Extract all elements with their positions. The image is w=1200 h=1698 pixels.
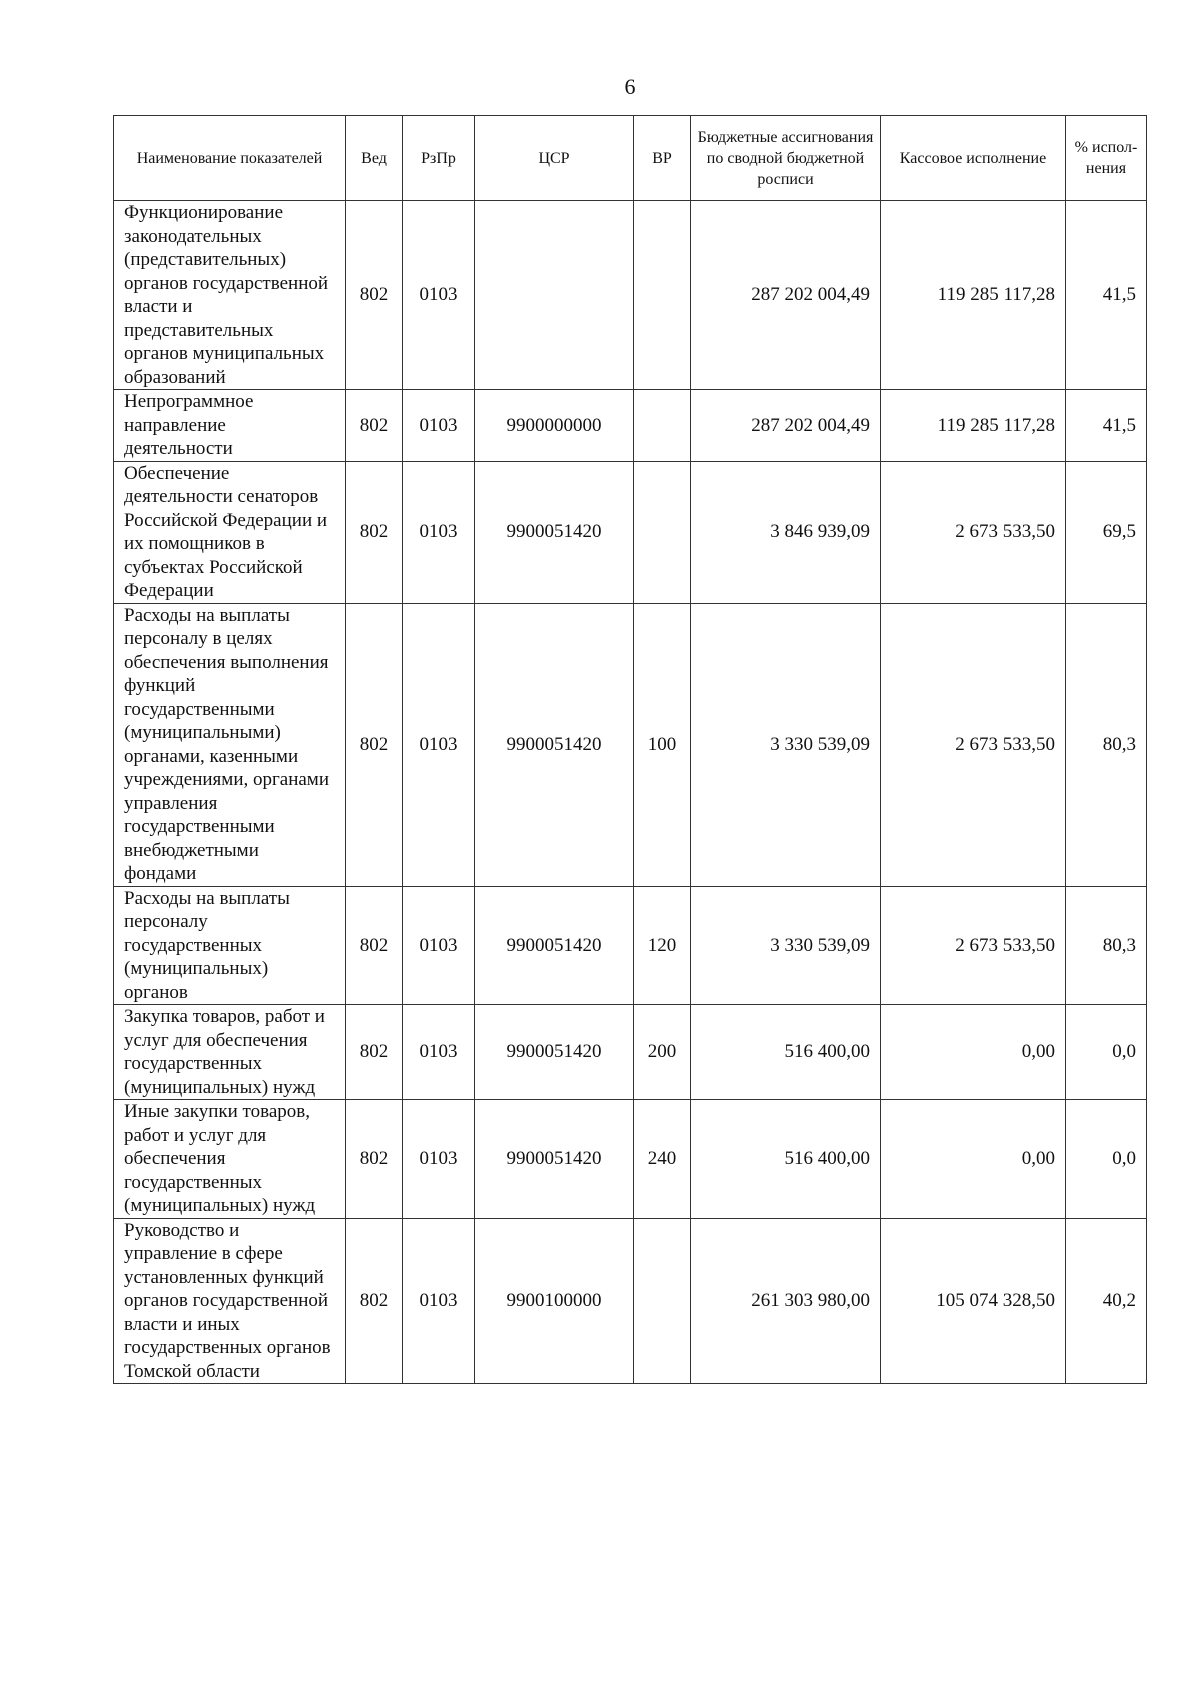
row-rzpr: 0103 — [403, 603, 475, 886]
row-executed: 105 074 328,50 — [881, 1218, 1066, 1384]
row-csr: 9900100000 — [475, 1218, 634, 1384]
row-percent: 80,3 — [1066, 886, 1147, 1005]
row-ved: 802 — [346, 1100, 403, 1219]
row-percent: 41,5 — [1066, 390, 1147, 462]
row-rzpr: 0103 — [403, 1005, 475, 1100]
row-assigned: 516 400,00 — [691, 1100, 881, 1219]
row-percent: 0,0 — [1066, 1100, 1147, 1219]
row-ved: 802 — [346, 603, 403, 886]
row-rzpr: 0103 — [403, 390, 475, 462]
row-assigned: 3 330 539,09 — [691, 603, 881, 886]
row-rzpr: 0103 — [403, 886, 475, 1005]
header-executed: Кассовое исполнение — [881, 116, 1066, 201]
row-executed: 2 673 533,50 — [881, 603, 1066, 886]
row-name: Непрограммное направление деятельности — [114, 390, 346, 462]
row-vr: 120 — [634, 886, 691, 1005]
header-percent: % испол-нения — [1066, 116, 1147, 201]
row-ved: 802 — [346, 461, 403, 603]
row-executed: 119 285 117,28 — [881, 390, 1066, 462]
row-vr — [634, 461, 691, 603]
row-vr: 240 — [634, 1100, 691, 1219]
row-ved: 802 — [346, 1005, 403, 1100]
row-rzpr: 0103 — [403, 461, 475, 603]
row-assigned: 3 846 939,09 — [691, 461, 881, 603]
row-name: Иные закупки товаров, работ и услуг для обеспечения государственных (муниципальных) нужд — [114, 1100, 346, 1219]
row-executed: 0,00 — [881, 1100, 1066, 1219]
row-csr — [475, 201, 634, 390]
row-ved: 802 — [346, 201, 403, 390]
row-name: Расходы на выплаты персоналу в целях обеспечения выполнения функций государственными (муниципальными) органами, казенными учреждениями, органами управления государственными внебюджетными фондами — [114, 603, 346, 886]
header-rzpr: РзПр — [403, 116, 475, 201]
row-name: Руководство и управление в сфере установленных функций органов государственной власти и иных государственных органов Томской области — [114, 1218, 346, 1384]
row-assigned: 287 202 004,49 — [691, 390, 881, 462]
table-row — [114, 1100, 1147, 1219]
row-vr: 200 — [634, 1005, 691, 1100]
header-assigned: Бюджетные ассигнования по сводной бюджетной росписи — [691, 116, 881, 201]
row-csr: 9900051420 — [475, 886, 634, 1005]
table-header-row — [114, 116, 1147, 201]
row-ved: 802 — [346, 390, 403, 462]
row-vr — [634, 1218, 691, 1384]
header-vr: ВР — [634, 116, 691, 201]
row-csr: 9900000000 — [475, 390, 634, 462]
row-csr: 9900051420 — [475, 461, 634, 603]
row-csr: 9900051420 — [475, 603, 634, 886]
row-rzpr: 0103 — [403, 1100, 475, 1219]
row-percent: 69,5 — [1066, 461, 1147, 603]
row-executed: 2 673 533,50 — [881, 886, 1066, 1005]
table-row — [114, 1005, 1147, 1100]
row-name: Обеспечение деятельности сенаторов Российской Федерации и их помощников в субъектах Российской Федерации — [114, 461, 346, 603]
row-name: Расходы на выплаты персоналу государственных (муниципальных) органов — [114, 886, 346, 1005]
budget-execution-table — [113, 115, 1147, 1384]
table-row — [114, 461, 1147, 603]
page-number: 6 — [624, 74, 636, 99]
row-ved: 802 — [346, 886, 403, 1005]
row-vr — [634, 390, 691, 462]
row-vr — [634, 201, 691, 390]
row-csr: 9900051420 — [475, 1005, 634, 1100]
header-ved: Вед — [346, 116, 403, 201]
table-row — [114, 603, 1147, 886]
row-ved: 802 — [346, 1218, 403, 1384]
row-executed: 2 673 533,50 — [881, 461, 1066, 603]
table-row — [114, 886, 1147, 1005]
header-csr: ЦСР — [475, 116, 634, 201]
row-assigned: 287 202 004,49 — [691, 201, 881, 390]
header-name: Наименование показателей — [114, 116, 346, 201]
row-percent: 80,3 — [1066, 603, 1147, 886]
table-row — [114, 201, 1147, 390]
row-vr: 100 — [634, 603, 691, 886]
row-assigned: 3 330 539,09 — [691, 886, 881, 1005]
table-row — [114, 1218, 1147, 1384]
row-assigned: 516 400,00 — [691, 1005, 881, 1100]
row-executed: 0,00 — [881, 1005, 1066, 1100]
row-percent: 0,0 — [1066, 1005, 1147, 1100]
row-csr: 9900051420 — [475, 1100, 634, 1219]
row-percent: 40,2 — [1066, 1218, 1147, 1384]
row-executed: 119 285 117,28 — [881, 201, 1066, 390]
row-rzpr: 0103 — [403, 201, 475, 390]
row-rzpr: 0103 — [403, 1218, 475, 1384]
row-name: Закупка товаров, работ и услуг для обеспечения государственных (муниципальных) нужд — [114, 1005, 346, 1100]
row-name: Функционирование законодательных (представительных) органов государственной власти и представительных органов муниципальных образований — [114, 201, 346, 390]
row-assigned: 261 303 980,00 — [691, 1218, 881, 1384]
table-row — [114, 390, 1147, 462]
row-percent: 41,5 — [1066, 201, 1147, 390]
